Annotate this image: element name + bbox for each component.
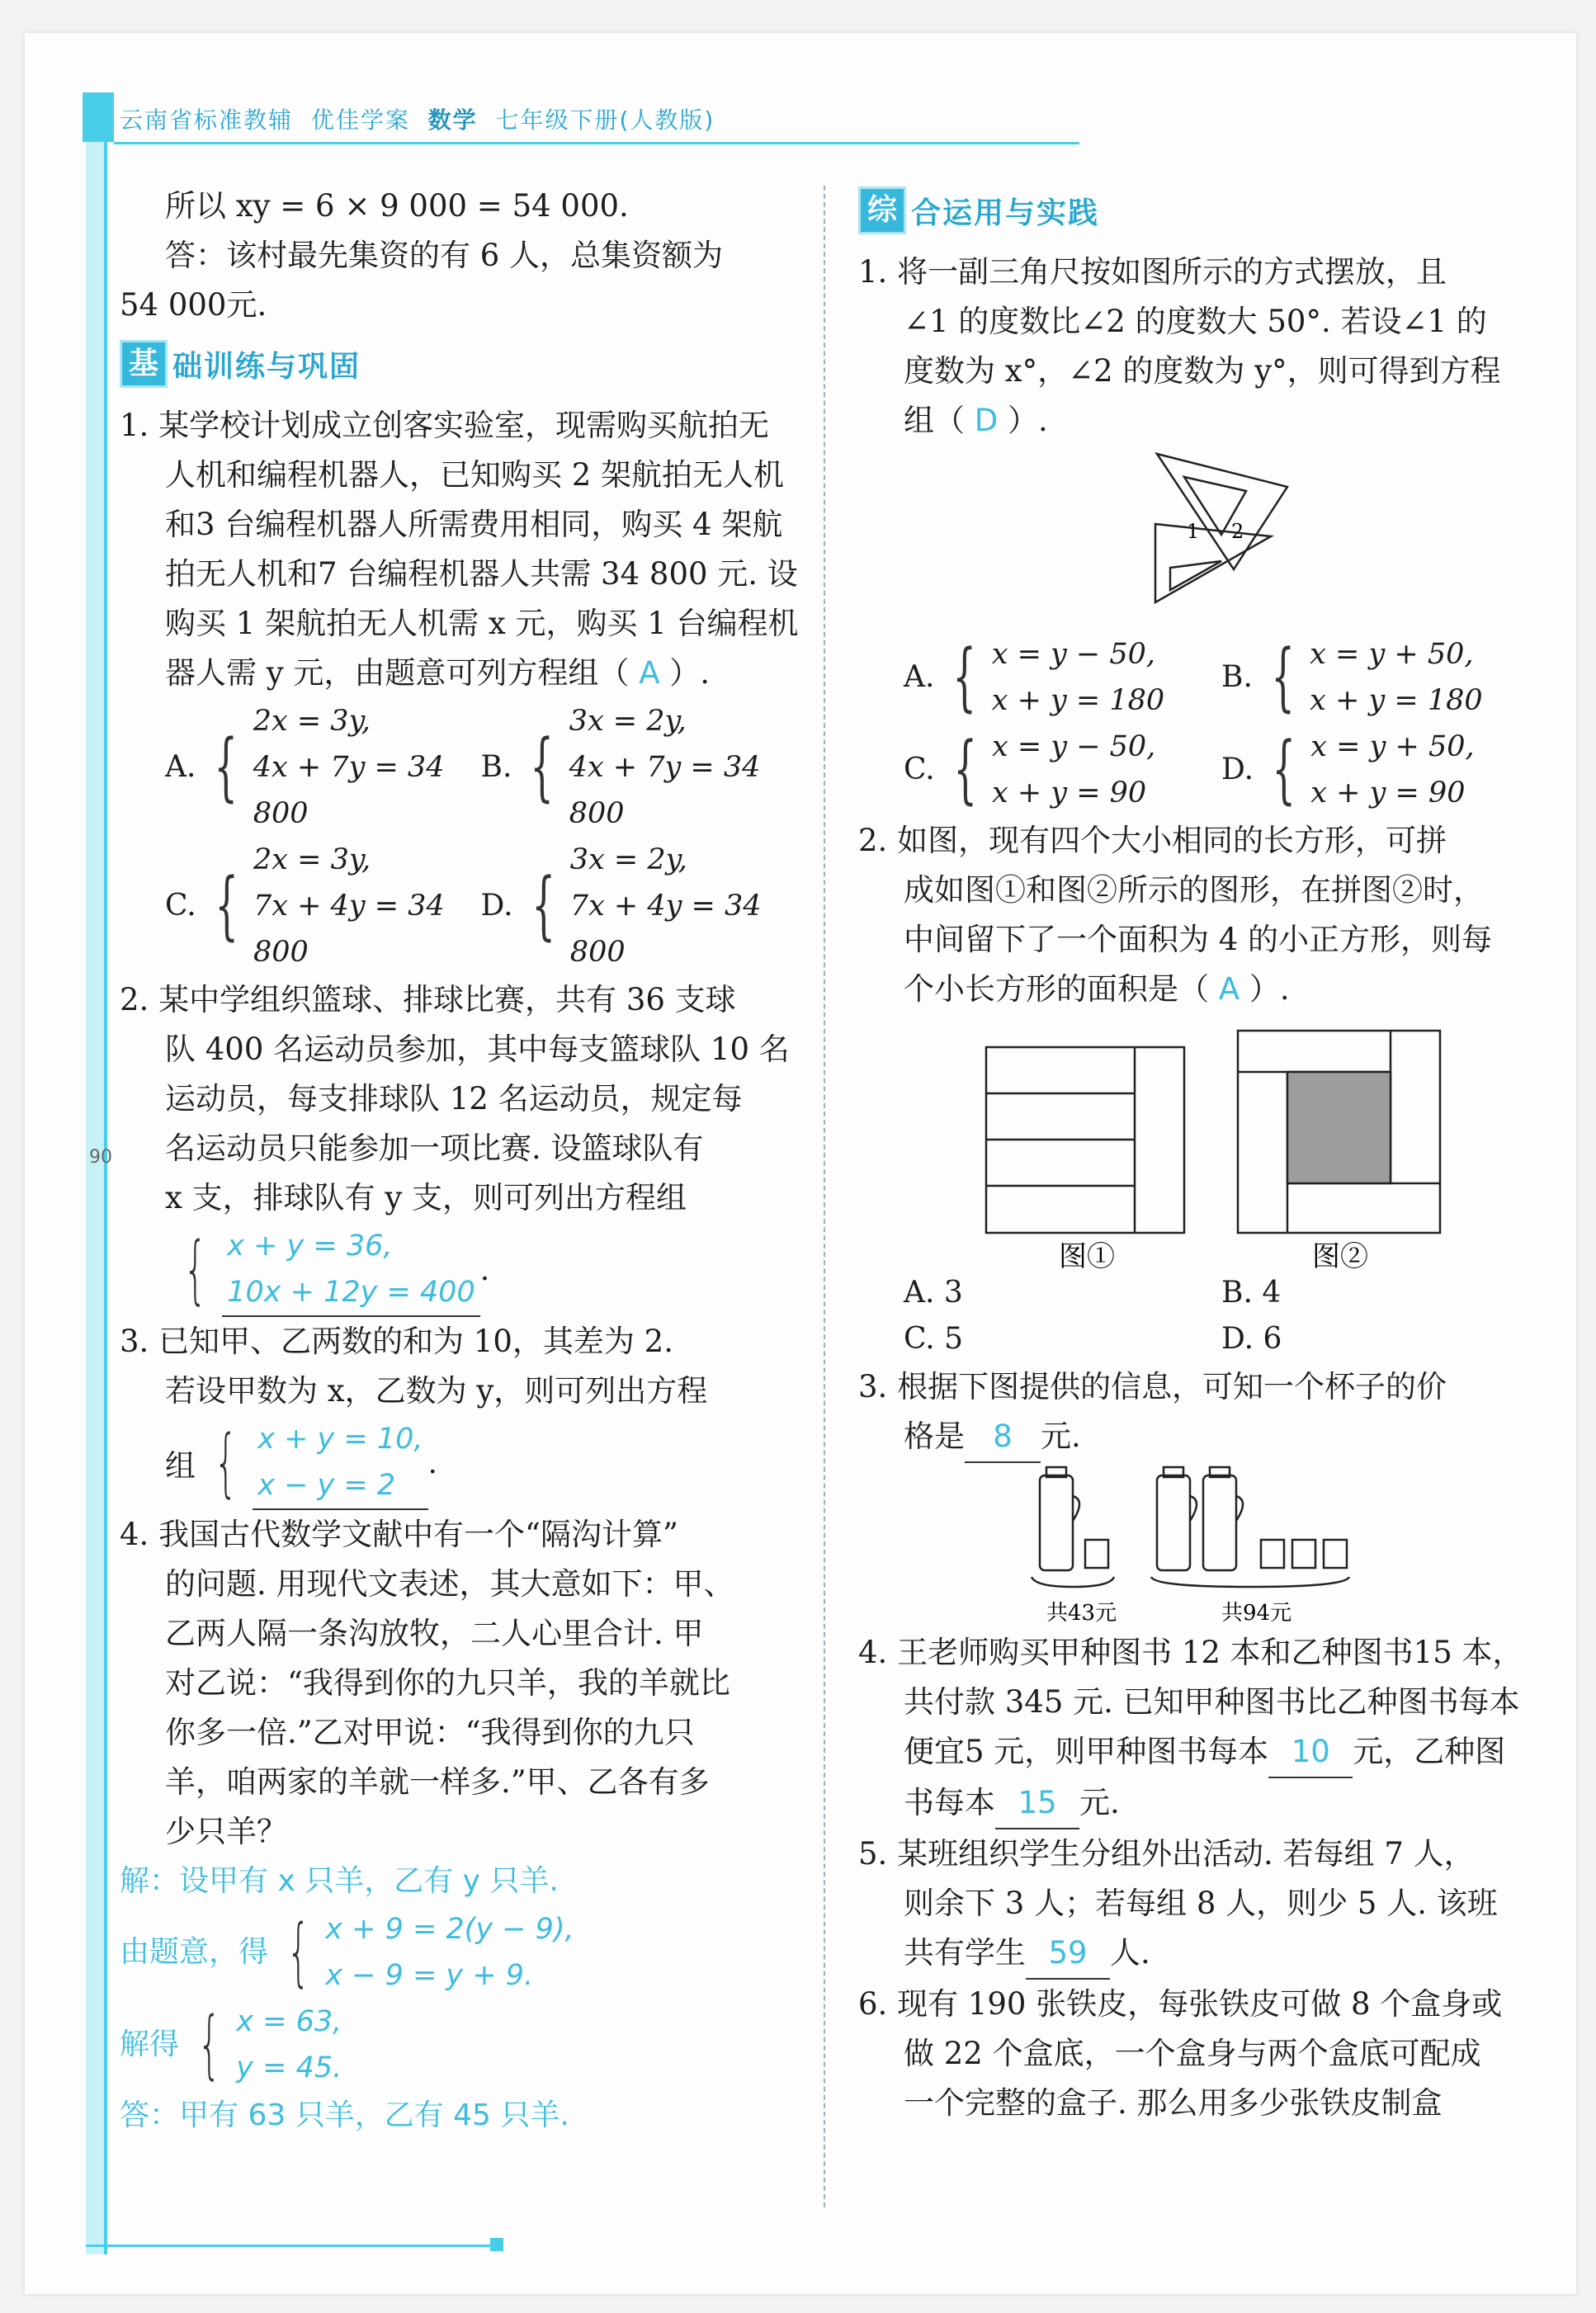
question-text: 组 [165, 1448, 196, 1484]
section-icon: 综 [858, 186, 906, 234]
question-line: 5. 某班组织学生分组外出活动. 若每组 7 人， [858, 1836, 1475, 1872]
question-1 [120, 401, 799, 975]
question-line: 队 400 名运动员参加，其中每支篮球队 10 名 [165, 1031, 790, 1067]
question-text: 书每本 [904, 1785, 995, 1820]
brace-glyph: { [952, 634, 977, 720]
section-title: 合运用与实践 [911, 196, 1100, 230]
option-d [481, 837, 797, 975]
question-line: 名运动员只能参加一项比赛. 设篮球队有 [165, 1131, 704, 1166]
option-row [858, 631, 1539, 724]
question-line: 1. 某学校计划成立创客实验室，现需购买航拍无 [120, 408, 770, 443]
option-row [120, 698, 796, 837]
question-line: 做 22 个盒底，一个盒身与两个盒底可配成 [904, 2036, 1481, 2071]
punctuation: . [479, 1253, 490, 1287]
page-header [120, 102, 715, 135]
question-line: ∠1 的度数比∠2 的度数大 50°. 若设∠1 的 [904, 304, 1487, 339]
option-c [904, 1316, 1221, 1362]
equation-system [1310, 631, 1482, 724]
question-line: 运动员，每支排球队 12 名运动员，规定每 [165, 1081, 743, 1116]
carry-line: 答：该村最先集资的有 6 人，总集资额为 [165, 238, 724, 273]
question-text: ）. [1008, 403, 1048, 438]
footer-rule [86, 2245, 498, 2247]
header-tab-marker [83, 92, 114, 142]
option-c [165, 837, 481, 975]
question-r4 [858, 1628, 1539, 1829]
rectangles-diagram [858, 1014, 1539, 1270]
group-1-price: 共43元 [1046, 1601, 1117, 1626]
question-line: 乙两人隔一条沟放牧，二人心里合计. 甲 [165, 1616, 704, 1651]
option-a [904, 631, 1221, 724]
option-row [858, 1270, 1539, 1316]
equation: x = y − 50, [991, 638, 1156, 671]
solution-equation: y = 45. [236, 2051, 342, 2084]
question-line: 人机和编程机器人，已知购买 2 架航拍无人机 [165, 457, 785, 493]
answer-equation-system [253, 1416, 427, 1510]
question-line: x 支，排球队有 y 支，则可列出方程组 [165, 1180, 687, 1216]
option-row [858, 1316, 1539, 1362]
question-r5 [858, 1829, 1539, 1980]
option-label: D. [1221, 753, 1254, 786]
header-series: 云南省标准教辅 [120, 106, 294, 134]
carry-line: 54 000元. [120, 287, 267, 323]
ruler-triangle-1 [1157, 454, 1287, 569]
option-b [1221, 1270, 1539, 1316]
question-line: 4. 王老师购买甲种图书 12 本和乙种图书15 本， [858, 1635, 1523, 1670]
question-r6 [858, 1980, 1539, 2128]
option-b [1221, 631, 1539, 724]
group-2-price: 共94元 [1221, 1601, 1292, 1626]
question-line: 则余下 3 人；若每组 8 人，则少 5 人. 该班 [904, 1886, 1498, 1921]
left-column [120, 182, 799, 2141]
option-label: D. [1221, 1322, 1254, 1356]
punctuation: . [427, 1446, 437, 1480]
left-margin-band [86, 142, 104, 2254]
option-a [165, 698, 481, 837]
equation-system [992, 724, 1155, 816]
fig1-caption: 图① [1059, 1240, 1115, 1270]
solution-result [120, 1999, 796, 2091]
question-text: 个小长方形的面积是（ [904, 971, 1209, 1007]
group-brace [1151, 1577, 1349, 1587]
equation: 2x = 3y, [253, 843, 371, 876]
section-icon: 基 [120, 340, 168, 388]
section-heading-applied [858, 182, 1539, 239]
question-line [120, 649, 796, 698]
question-text: ）. [669, 655, 711, 691]
equation: 3x = 2y, [569, 705, 687, 738]
brace-glyph: { [531, 862, 555, 949]
question-line [858, 1928, 1539, 1980]
option-label: C. [904, 1322, 935, 1356]
answer-choice: A [1218, 971, 1240, 1007]
question-line [858, 1412, 1539, 1463]
answer-blank: 10 [1268, 1727, 1353, 1778]
question-line: 和3 台编程机器人所需费用相同，购买 4 架航 [165, 507, 783, 542]
equation-system [569, 698, 796, 837]
option-value: 4 [1262, 1276, 1282, 1310]
brace-glyph: { [214, 724, 238, 810]
solution-answer: 答：甲有 63 只羊，乙有 45 只羊. [120, 2098, 569, 2132]
option-label: B. [1221, 660, 1253, 694]
equation-system [253, 837, 481, 975]
cup [1292, 1540, 1315, 1568]
equation: x + y = 90 [1310, 777, 1466, 810]
option-label: D. [480, 889, 513, 923]
rectangles-figure [858, 1014, 1539, 1270]
answer-equation: x + y = 10, [257, 1423, 423, 1456]
question-4 [120, 1510, 796, 2141]
header-grade: 七年级下册(人教版) [495, 106, 715, 134]
question-r1 [858, 248, 1539, 816]
solution-equation: x − 9 = y + 9. [325, 1959, 534, 1992]
answer-block [120, 1416, 796, 1510]
triangle-rulers-diagram [858, 446, 1539, 631]
question-line: 成如图①和图②所示的图形，在拼图②时， [904, 872, 1484, 908]
equation-system [992, 631, 1164, 724]
option-label: C. [904, 753, 935, 786]
carry-line: 所以 xy = 6 × 9 000 = 54 000. [165, 188, 629, 224]
brace-glyph: { [183, 1226, 207, 1313]
question-line: 的问题. 用现代文表述，其大意如下：甲、 [165, 1566, 734, 1602]
center-square [1287, 1072, 1391, 1183]
section-title: 础训练与巩固 [172, 349, 361, 384]
option-d [1221, 724, 1539, 816]
question-text: 元. [1041, 1418, 1081, 1454]
brace-glyph: { [530, 724, 555, 810]
right-column [858, 182, 1539, 2128]
solution-line: 解：设甲有 x 只羊，乙有 y 只羊. [120, 1864, 559, 1898]
solution-system [120, 1906, 796, 1999]
header-subject: 数学 [427, 106, 478, 134]
option-value: 5 [944, 1322, 964, 1356]
equation: x + y = 90 [991, 777, 1147, 810]
answer-blank: 59 [1026, 1928, 1110, 1980]
bottle [1040, 1475, 1073, 1570]
question-line: 一个完整的盒子. 那么用多少张铁皮制盒 [904, 2085, 1443, 2121]
question-line: 3. 已知甲、乙两数的和为 10，其差为 2. [120, 1324, 673, 1359]
solution-equation: x = 63, [236, 2005, 342, 2038]
answer-equation: x + y = 36, [227, 1230, 393, 1263]
question-line: 3. 根据下图提供的信息，可知一个杯子的价 [858, 1369, 1447, 1404]
answer-blank: 8 [965, 1412, 1041, 1463]
question-line: 拍无人机和7 台编程机器人共需 34 800 元. 设 [165, 556, 798, 592]
question-line: 对乙说：“我得到你的九只羊，我的羊就比 [165, 1665, 730, 1701]
question-line [858, 396, 1539, 446]
brace-glyph: { [215, 862, 238, 949]
angle-label-1: 1 [1187, 520, 1200, 543]
question-r2 [858, 816, 1539, 1362]
question-2 [120, 975, 796, 1317]
question-line: 你多一倍.”乙对甲说：“我得到你的九只 [165, 1715, 695, 1750]
equation: x + y = 180 [991, 684, 1165, 717]
header-book: 优佳学案 [310, 106, 410, 134]
question-line: 购买 1 架航拍无人机需 x 元，购买 1 台编程机 [165, 606, 799, 641]
question-text: 人. [1110, 1935, 1150, 1971]
bottle [1157, 1475, 1190, 1570]
equation-system [253, 698, 481, 837]
left-margin-rule [104, 142, 107, 2254]
brace-glyph: { [1271, 634, 1295, 720]
question-line: 共付款 345 元. 已知甲种图书比乙种图书每本 [904, 1684, 1520, 1720]
option-b [481, 698, 797, 837]
brace-glyph: { [1272, 726, 1296, 813]
column-divider [824, 186, 825, 2207]
footer-marker [490, 2238, 503, 2251]
question-3 [120, 1317, 796, 1510]
question-line: 6. 现有 190 张铁皮，每张铁皮可做 8 个盒身或 [858, 1986, 1503, 2022]
option-label: B. [1221, 1276, 1253, 1310]
option-label: B. [480, 750, 512, 784]
triangle-ruler-figure [858, 446, 1539, 631]
equation: 2x = 3y, [253, 705, 371, 738]
fig2-caption: 图② [1312, 1240, 1368, 1270]
brace-glyph: { [214, 1419, 238, 1506]
option-value: 6 [1263, 1322, 1282, 1356]
bottles-cups-figure [858, 1463, 1539, 1628]
answer-equation: x − y = 2 [257, 1469, 396, 1502]
solution-text: 由题意，得 [120, 1935, 269, 1969]
equation: 4x + 7y = 34 800 [253, 751, 445, 830]
question-text: 便宜5 元，则甲种图书每本 [904, 1734, 1269, 1769]
question-text: 器人需 y 元，由题意可列方程组（ [165, 655, 630, 691]
solution-equations [236, 1999, 342, 2091]
brace-glyph: { [953, 726, 977, 813]
answer-equation: 10x + 12y = 400 [227, 1276, 475, 1309]
question-line: 4. 我国古代数学文献中有一个“隔沟计算” [120, 1517, 678, 1552]
question-line: 2. 如图，现有四个大小相同的长方形，可拼 [858, 823, 1447, 858]
question-line: 2. 某中学组织篮球、排球比赛，共有 36 支球 [120, 982, 736, 1017]
option-label: A. [165, 750, 196, 784]
option-row [858, 724, 1539, 816]
equation: 4x + 7y = 34 800 [569, 751, 761, 830]
question-line: 羊，咱两家的羊就一样多.”甲、乙各有多 [165, 1764, 710, 1800]
option-label: A. [904, 1276, 935, 1310]
equation-system [570, 837, 796, 975]
equation: 7x + 4y = 34 800 [253, 890, 445, 969]
bottle [1203, 1475, 1236, 1570]
question-text: 元，乙种图 [1353, 1734, 1506, 1769]
header-rule [114, 142, 1079, 144]
question-line: 1. 将一副三角尺按如图所示的方式摆放，且 [858, 254, 1447, 290]
equation: 7x + 4y = 34 800 [569, 890, 762, 969]
question-line: 少只羊？ [165, 1814, 287, 1849]
question-line [858, 1727, 1539, 1778]
equation-system [1310, 724, 1474, 816]
solution-equation: x + 9 = 2(y − 9), [325, 1913, 574, 1946]
answer-choice: A [639, 655, 660, 691]
answer-blank: 15 [995, 1778, 1079, 1829]
cup [1085, 1540, 1108, 1568]
brace-glyph: { [286, 1909, 310, 1995]
equation: x = y + 50, [1310, 730, 1475, 763]
answer-equation-system [222, 1223, 479, 1317]
option-d [1221, 1316, 1539, 1362]
question-r3 [858, 1362, 1539, 1628]
question-text: 格是 [904, 1418, 965, 1454]
question-text: 组（ [904, 403, 965, 438]
solution-text: 解得 [120, 2027, 180, 2061]
equation: x + y = 180 [1310, 684, 1483, 717]
option-c [904, 724, 1221, 816]
answer-block [120, 1223, 796, 1317]
option-value: 3 [943, 1276, 963, 1310]
equation: 3x = 2y, [569, 843, 687, 876]
bottles-cups-diagram [858, 1463, 1539, 1628]
equation: x = y − 50, [991, 730, 1156, 763]
cup [1261, 1540, 1284, 1568]
brace-glyph: { [197, 2001, 221, 2088]
equation: x = y + 50, [1310, 638, 1474, 671]
option-a [904, 1270, 1221, 1316]
option-label: A. [904, 660, 935, 694]
page-number: 90 [89, 1147, 112, 1168]
solution-equations [325, 1906, 574, 1999]
question-line: 若设甲数为 x，乙数为 y，则可列出方程 [165, 1373, 708, 1409]
option-row [120, 837, 796, 975]
section-heading-basic [120, 335, 796, 393]
angle-label-2: 2 [1231, 520, 1244, 543]
answer-choice: D [974, 403, 999, 438]
question-line [858, 965, 1539, 1014]
ruler-triangle-2-inner [1170, 561, 1221, 590]
question-text: ）. [1249, 971, 1290, 1007]
cup [1324, 1540, 1347, 1568]
question-line: 中间留下了一个面积为 4 的小正方形，则每 [904, 922, 1493, 957]
question-text: 元. [1079, 1785, 1120, 1820]
question-line [858, 1778, 1539, 1829]
question-text: 共有学生 [904, 1935, 1026, 1971]
option-label: C. [165, 889, 196, 923]
question-line: 度数为 x°，∠2 的度数为 y°，则可得到方程 [904, 353, 1501, 389]
group-brace [1032, 1577, 1114, 1587]
